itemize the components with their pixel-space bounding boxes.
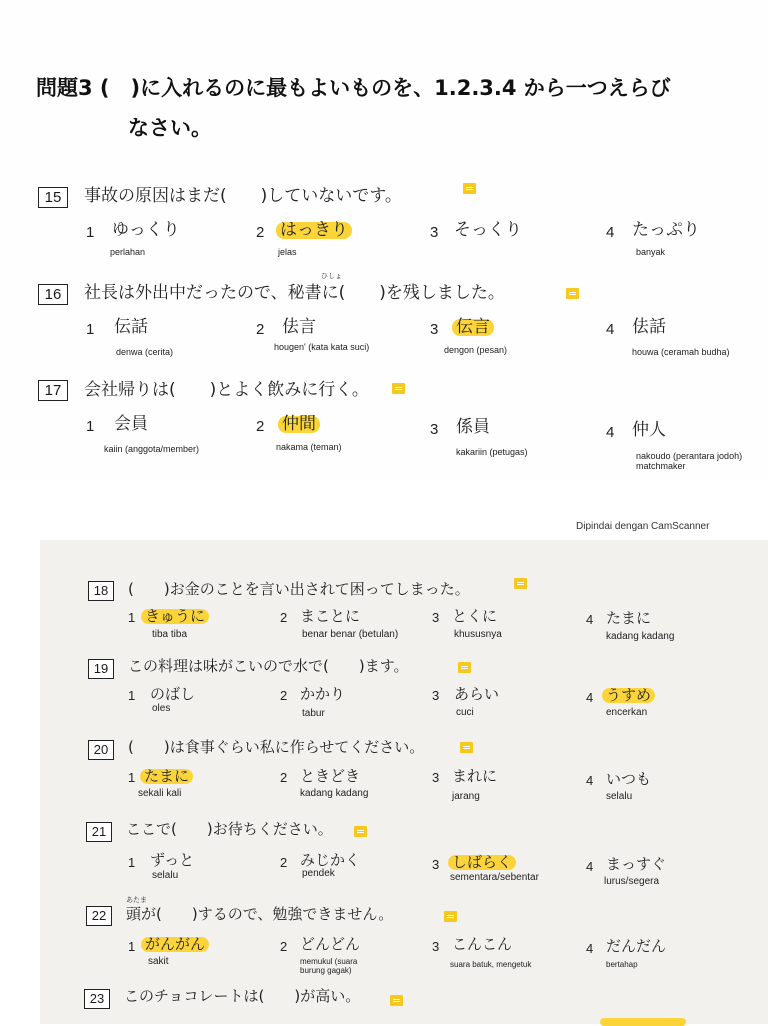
highlight-mark	[600, 1018, 686, 1026]
option-text: 会員	[114, 414, 148, 434]
option-number: 4	[586, 941, 594, 956]
option-translation: benar benar (betulan)	[302, 629, 399, 640]
option-number: 4	[606, 224, 615, 241]
option-translation: selalu	[152, 870, 179, 881]
option-translation-line2: burung gagak)	[300, 966, 352, 975]
comment-icon[interactable]	[566, 288, 579, 299]
question-number: 22	[86, 906, 112, 926]
option-text: 佉話	[632, 317, 666, 337]
option-number: 2	[280, 770, 288, 785]
option-number: 2	[280, 855, 288, 870]
option-text: 佉言	[282, 317, 316, 337]
option-translation: oles	[152, 703, 171, 714]
option-number: 2	[280, 939, 288, 954]
option-number: 3	[432, 688, 440, 703]
option-number: 3	[432, 770, 440, 785]
option-text-highlighted: 伝言	[452, 319, 494, 336]
option-text: いつも	[606, 770, 652, 788]
option-number: 2	[256, 321, 265, 338]
question-text: この料理は味がこいので水で( )ます。	[128, 657, 409, 675]
option-text: かかり	[300, 685, 346, 703]
scan-page-1	[0, 0, 768, 480]
option-translation: tabur	[302, 708, 325, 719]
option-translation: denwa (cerita)	[116, 347, 174, 357]
option-translation-line2: matchmaker	[636, 461, 686, 471]
option-translation: nakoudo (perantara jodoh)	[636, 451, 743, 461]
option-translation: pendek	[302, 868, 335, 879]
option-number: 1	[128, 688, 136, 703]
comment-icon[interactable]	[460, 742, 473, 753]
ruby-reading: ひしょ	[321, 272, 342, 280]
option-text-highlighted: きゅうに	[141, 609, 209, 624]
option-text-highlighted: がんがん	[141, 937, 209, 952]
option-text: まれに	[452, 767, 498, 785]
option-text: 伝話	[114, 317, 148, 337]
option-number: 4	[586, 690, 594, 705]
option-text-highlighted: うすめ	[602, 688, 655, 703]
option-text: とくに	[452, 607, 498, 625]
option-text: どんどん	[300, 935, 361, 953]
option-translation: jarang	[452, 791, 480, 802]
option-translation: cuci	[456, 707, 474, 718]
question-number: 17	[38, 380, 68, 401]
comment-icon[interactable]	[392, 383, 405, 394]
question-text: 社長は外出中だったので、秘書に( )を残しました。	[84, 283, 505, 303]
option-translation: tiba tiba	[152, 629, 188, 640]
option-text: まことに	[300, 607, 361, 625]
option-number: 2	[256, 224, 265, 241]
instruction-heading-line1: 問題3 ( )に入れるのに最もよいものを、1.2.3.4 から一つえらび	[36, 76, 671, 100]
option-number: 1	[128, 770, 136, 785]
question-number: 23	[84, 989, 110, 1009]
option-translation: banyak	[636, 247, 666, 257]
option-number: 1	[128, 610, 136, 625]
option-text-highlighted: 仲間	[278, 416, 320, 433]
option-translation: suara batuk, mengetuk	[450, 960, 532, 969]
option-text: そっくり	[454, 220, 522, 240]
option-text-highlighted: はっきり	[276, 222, 352, 239]
question-number: 15	[38, 187, 68, 208]
question-number: 19	[88, 659, 114, 679]
option-number: 3	[430, 421, 439, 438]
comment-icon[interactable]	[390, 995, 403, 1006]
option-number: 1	[86, 224, 95, 241]
comment-icon[interactable]	[514, 578, 527, 589]
option-translation: kadang kadang	[300, 788, 369, 799]
option-number: 1	[86, 418, 95, 435]
option-number: 3	[430, 224, 439, 241]
option-translation: memukul (suara	[300, 957, 358, 966]
option-translation: dengon (pesan)	[444, 345, 508, 355]
option-translation: sakit	[148, 956, 169, 967]
option-text: のばし	[150, 685, 196, 703]
question-number: 18	[88, 581, 114, 601]
question-number: 21	[86, 822, 112, 842]
camscanner-footer: Dipindai dengan CamScanner	[576, 521, 710, 532]
option-text-highlighted: しばらく	[448, 855, 516, 870]
option-number: 4	[606, 424, 615, 441]
option-text: たまに	[606, 609, 652, 627]
question-text: このチョコレートは( )が高い。	[124, 987, 361, 1005]
option-text: だんだん	[606, 937, 667, 955]
option-translation: sekali kali	[138, 788, 182, 799]
option-translation: khususnya	[454, 629, 502, 640]
option-text-highlighted: たまに	[140, 769, 193, 784]
option-number: 4	[586, 859, 594, 874]
option-number: 4	[586, 612, 594, 627]
option-text: まっすぐ	[606, 855, 667, 873]
question-text: ( )お金のことを言い出されて困ってしまった。	[128, 580, 470, 598]
option-text: こんこん	[452, 935, 513, 953]
option-number: 2	[280, 610, 288, 625]
option-number: 2	[280, 688, 288, 703]
option-translation: selalu	[606, 791, 633, 802]
option-translation: encerkan	[606, 707, 648, 718]
question-text: 事故の原因はまだ( )していないです。	[84, 186, 402, 206]
option-number: 1	[128, 939, 136, 954]
option-number: 1	[86, 321, 95, 338]
comment-icon[interactable]	[458, 662, 471, 673]
question-text: ここで( )お待ちください。	[126, 820, 333, 838]
option-translation: kakariin (petugas)	[456, 447, 528, 457]
option-translation: jelas	[278, 247, 297, 257]
option-number: 4	[606, 321, 615, 338]
comment-icon[interactable]	[444, 911, 457, 922]
option-number: 2	[256, 418, 265, 435]
comment-icon[interactable]	[354, 826, 367, 837]
option-text: みじかく	[300, 851, 361, 869]
option-translation: kadang kadang	[606, 631, 675, 642]
question-number: 20	[88, 740, 114, 760]
option-number: 3	[432, 939, 440, 954]
option-translation: nakama (teman)	[276, 442, 342, 452]
option-translation: sementara/sebentar	[450, 872, 539, 883]
option-translation: bertahap	[606, 960, 638, 969]
option-text: ときどき	[300, 767, 361, 785]
option-text: 仲人	[632, 420, 666, 440]
comment-icon[interactable]	[463, 183, 476, 194]
question-text: 会社帰りは( )とよく飲みに行く。	[84, 380, 369, 400]
option-number: 3	[432, 857, 440, 872]
option-text: たっぷり	[632, 220, 700, 240]
option-translation: hougen' (kata kata suci)	[274, 342, 370, 352]
question-text: ( )は食事ぐらい私に作らせてください。	[128, 738, 425, 756]
option-translation: perlahan	[110, 247, 146, 257]
ruby-reading: あたま	[126, 896, 147, 904]
option-number: 3	[430, 321, 439, 338]
option-text: あらい	[454, 685, 500, 703]
option-number: 1	[128, 855, 136, 870]
question-text: 頭が( )するので、勉強できません。	[126, 905, 394, 923]
option-text: 係員	[456, 417, 490, 437]
option-number: 3	[432, 610, 440, 625]
option-text: ずっと	[150, 851, 195, 869]
option-translation: kaiin (anggota/member)	[104, 444, 200, 454]
option-text: ゆっくり	[112, 220, 180, 240]
option-number: 4	[586, 773, 594, 788]
option-translation: lurus/segera	[604, 876, 660, 887]
question-number: 16	[38, 284, 68, 305]
option-translation: houwa (ceramah budha)	[632, 347, 730, 357]
instruction-heading-line2: なさい。	[128, 116, 212, 140]
